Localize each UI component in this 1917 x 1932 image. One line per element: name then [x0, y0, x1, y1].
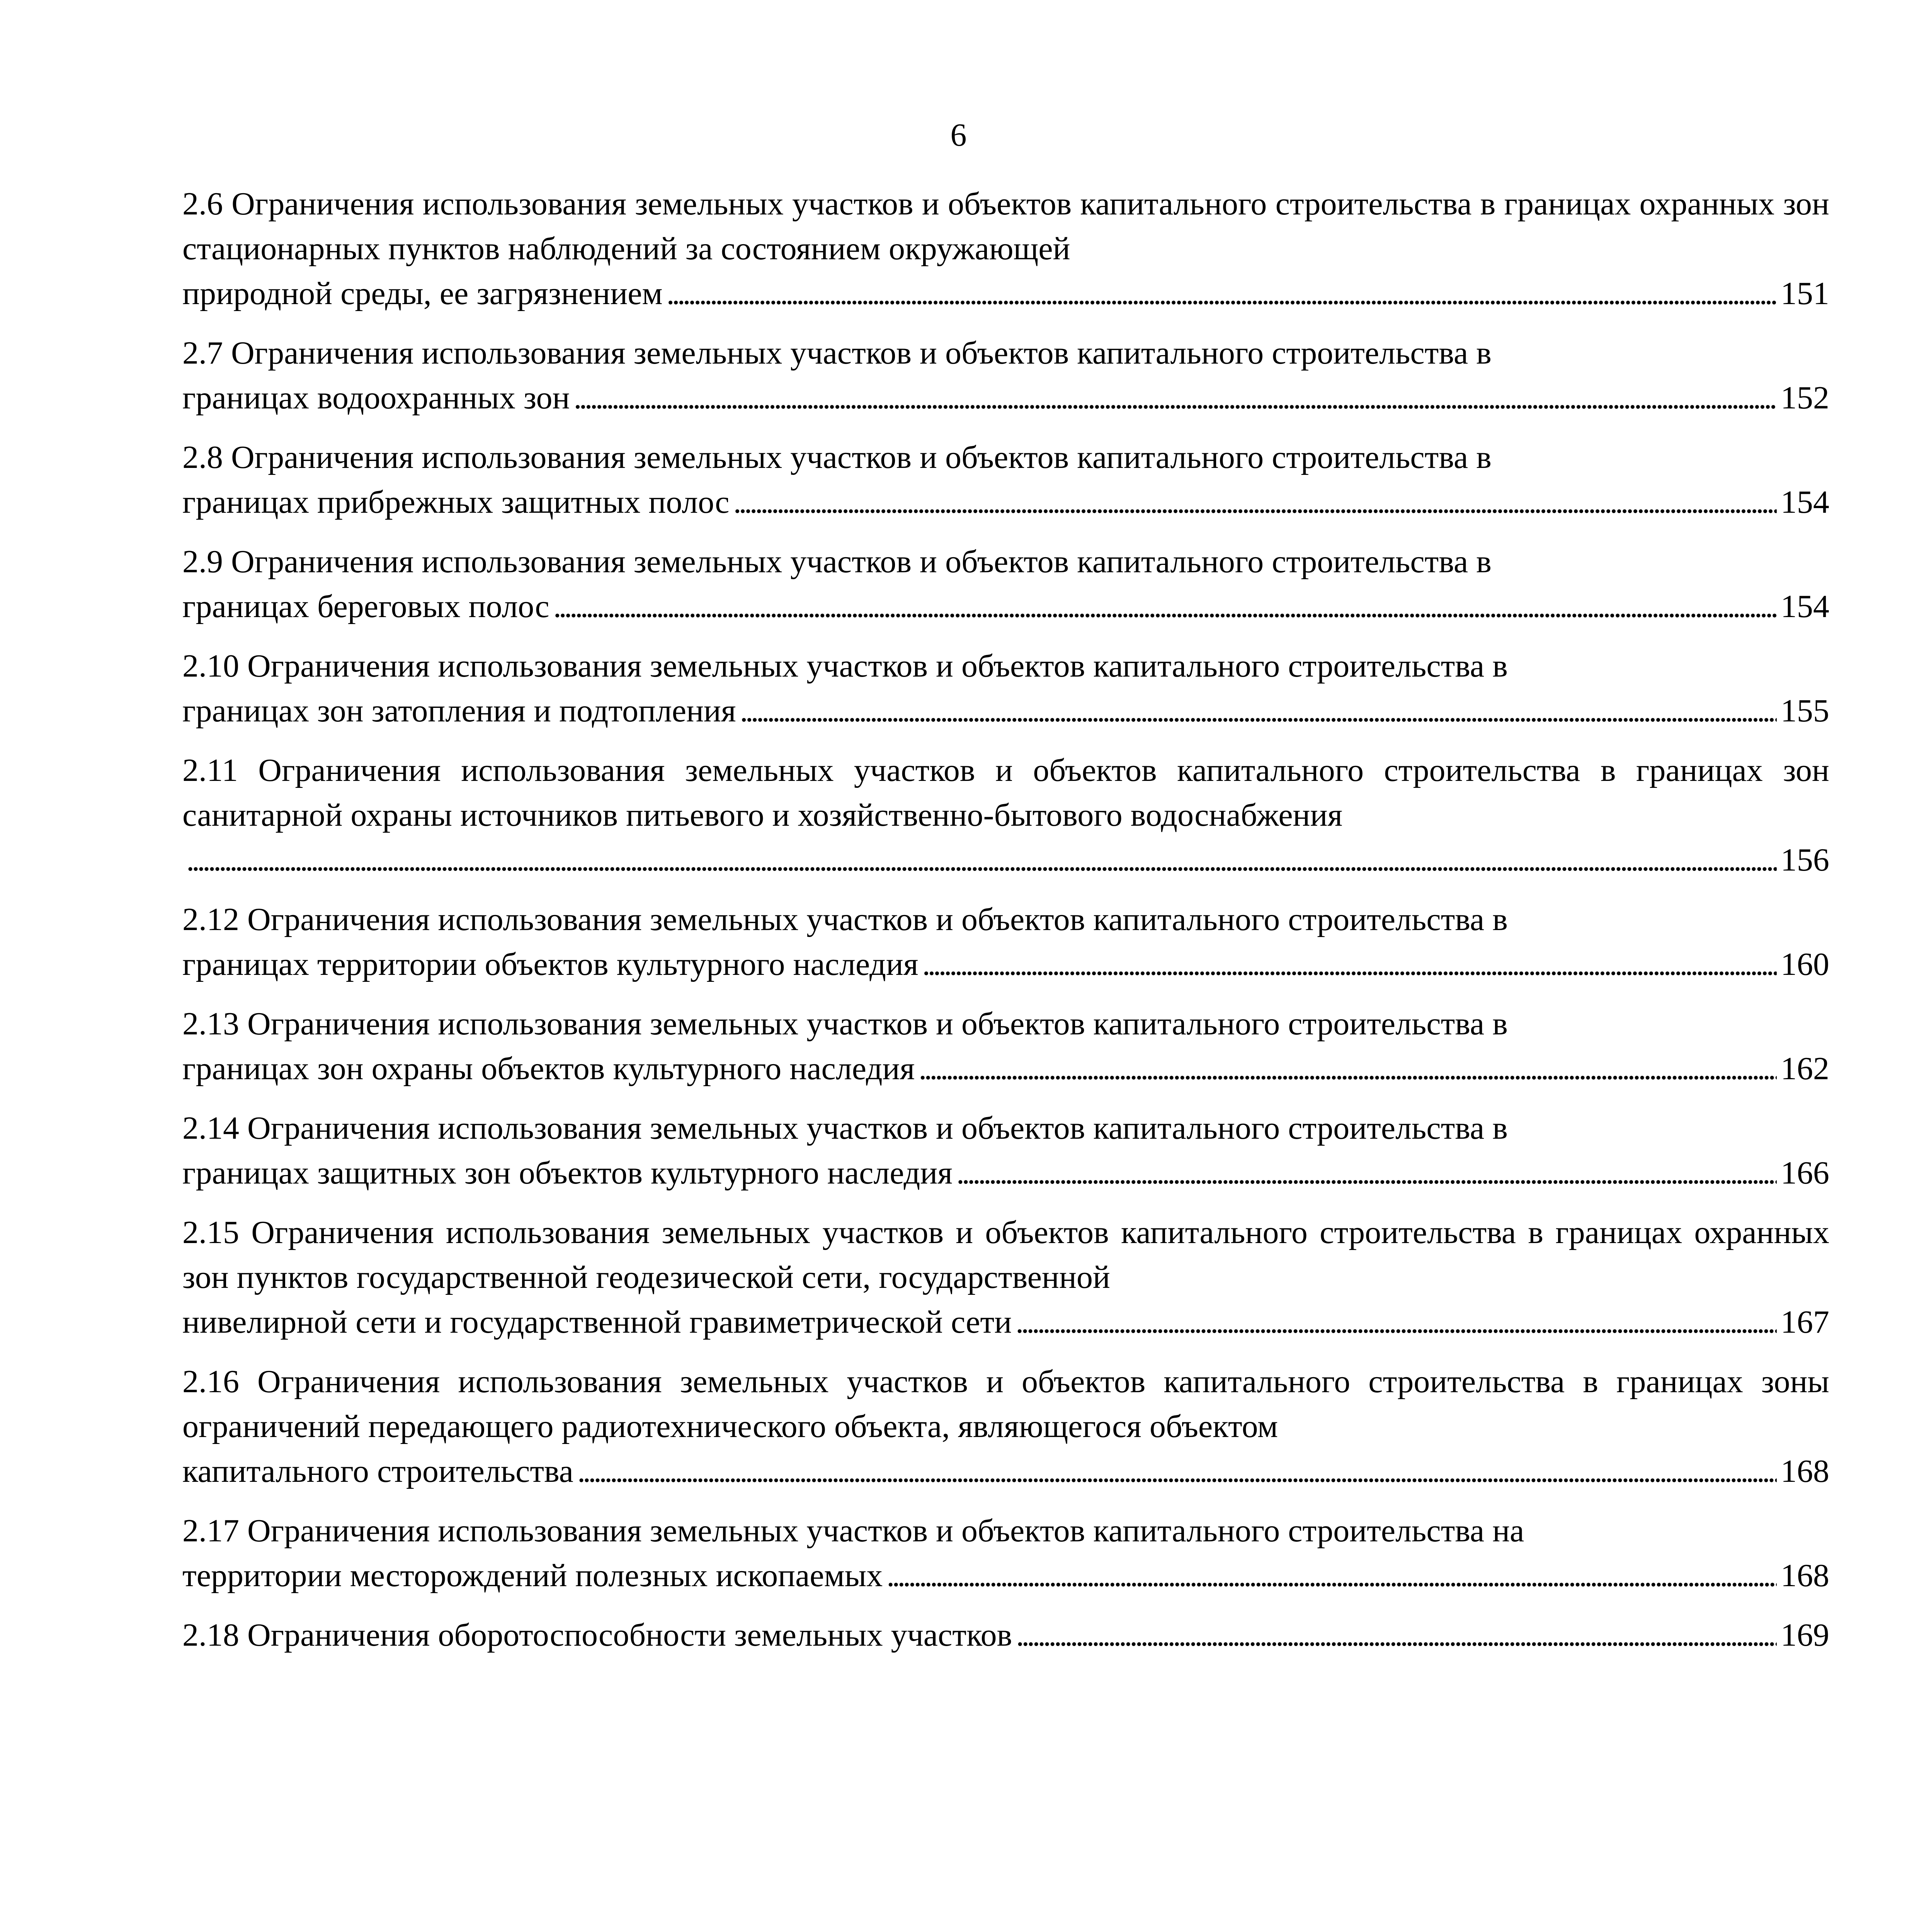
toc-entry-page-number: 168 [1781, 1558, 1829, 1594]
dot-leader [922, 942, 1777, 987]
toc-entry-page-number: 166 [1781, 1155, 1829, 1191]
toc-entry-title: 2.16 Ограничения использования земельных участков и объектов капитального строительства в границах зоны ограничений передающего радиотехнического объекта, являющегося объектом [182, 1364, 1829, 1444]
toc-entry[interactable] [182, 644, 1829, 733]
toc-entry-title: 2.11 Ограничения использования земельных участков и объектов капитального строительства в границах зон санитарной охраны источников питьевого и хозяйственно-бытового водоснабжения [182, 752, 1829, 833]
toc-entry-title-end: природной среды, ее загрязнением [182, 276, 663, 311]
toc-entry-page-number: 160 [1781, 946, 1829, 982]
dot-leader [186, 838, 1777, 883]
toc-entry-title-end: границах зон затопления и подтопления [182, 693, 736, 729]
toc-entry[interactable] [182, 182, 1829, 316]
toc-entry[interactable] [182, 1359, 1829, 1494]
toc-entry[interactable] [182, 435, 1829, 525]
toc-entry-leader-line [182, 271, 1829, 316]
toc-entry-page-number: 154 [1781, 588, 1829, 624]
dot-leader [886, 1553, 1777, 1598]
toc-entry-title-end: территории месторождений полезных ископаемых [182, 1558, 883, 1594]
dot-leader [740, 689, 1777, 733]
toc-entry-title: 2.17 Ограничения использования земельных участков и объектов капитального строительства на [182, 1513, 1524, 1549]
toc-entry-title-end: границах береговых полос [182, 588, 549, 624]
toc-entry[interactable] [182, 539, 1829, 629]
toc-entry-title-end: границах территории объектов культурного наследия [182, 946, 919, 982]
dot-leader [1015, 1300, 1777, 1345]
dot-leader [733, 480, 1777, 525]
toc-entry[interactable] [182, 1002, 1829, 1091]
toc-entry-title: 2.9 Ограничения использования земельных участков и объектов капитального строительства в [182, 544, 1492, 580]
toc-entry-leader-line [182, 1449, 1829, 1494]
toc-entry-title: 2.14 Ограничения использования земельных участков и объектов капитального строительства в [182, 1110, 1508, 1146]
dot-leader [577, 1449, 1777, 1494]
toc-entry[interactable] [182, 1509, 1829, 1598]
toc-entry[interactable] [182, 1106, 1829, 1196]
toc-entry-title: 2.13 Ограничения использования земельных участков и объектов капитального строительства в [182, 1006, 1508, 1042]
toc-entry-title: 2.8 Ограничения использования земельных участков и объектов капитального строительства в [182, 439, 1492, 475]
toc-entry-title: 2.7 Ограничения использования земельных участков и объектов капитального строительства в [182, 335, 1492, 371]
toc-entry-title-end: 2.18 Ограничения оборотоспособности земельных участков [182, 1617, 1012, 1653]
toc-entry-page-number: 152 [1781, 380, 1829, 416]
toc-entry-title-end: капитального строительства [182, 1453, 573, 1489]
toc-entry-title-end: границах водоохранных зон [182, 380, 570, 416]
toc-entry-page-number: 168 [1781, 1453, 1829, 1489]
toc-entry-leader-line [182, 1553, 1829, 1598]
toc-entry-title-end: границах защитных зон объектов культурного наследия [182, 1155, 953, 1191]
dot-leader [919, 1046, 1777, 1091]
toc-entry-page-number: 155 [1781, 693, 1829, 729]
toc-entry-page-number: 162 [1781, 1051, 1829, 1087]
toc-entry-title: 2.10 Ограничения использования земельных участков и объектов капитального строительства в [182, 648, 1508, 684]
toc-entry-title: 2.12 Ограничения использования земельных участков и объектов капитального строительства в [182, 901, 1508, 937]
dot-leader [1016, 1613, 1777, 1658]
toc-entry[interactable] [182, 1210, 1829, 1345]
toc-entry[interactable] [182, 748, 1829, 883]
toc-entry-leader-line [182, 942, 1829, 987]
toc-entry-leader-line [182, 1046, 1829, 1091]
dot-leader [553, 584, 1777, 629]
toc-entry-page-number: 156 [1781, 842, 1829, 878]
toc-entry-page-number: 151 [1781, 276, 1829, 311]
toc-entry-leader-line [182, 1300, 1829, 1345]
toc-entry-leader-line [182, 376, 1829, 420]
toc-entry-leader-line [182, 1613, 1829, 1658]
toc-entry-leader-line [182, 480, 1829, 525]
dot-leader [573, 376, 1777, 420]
toc-entry[interactable] [182, 331, 1829, 420]
toc-entry-title-end: нивелирной сети и государственной гравиметрической сети [182, 1304, 1012, 1340]
toc-entry[interactable] [182, 897, 1829, 987]
dot-leader [667, 271, 1777, 316]
toc-entry-page-number: 154 [1781, 484, 1829, 520]
page-number: 6 [950, 117, 967, 153]
toc-entry-page-number: 167 [1781, 1304, 1829, 1340]
table-of-contents [182, 182, 1829, 1672]
toc-entry-title: 2.6 Ограничения использования земельных участков и объектов капитального строительства в границах охранных зон стационарных пунктов наблюдений за состоянием окружающей [182, 186, 1829, 267]
toc-entry-title-end: границах зон охраны объектов культурного наследия [182, 1051, 915, 1087]
toc-entry-leader-line [182, 1151, 1829, 1196]
toc-entry-leader-line [182, 584, 1829, 629]
toc-entry-title-end: границах прибрежных защитных полос [182, 484, 730, 520]
toc-entry-title: 2.15 Ограничения использования земельных участков и объектов капитального строительства в границах охранных зон пунктов государственной геодезической сети, государственной [182, 1214, 1829, 1295]
toc-entry-page-number: 169 [1781, 1617, 1829, 1653]
dot-leader [956, 1151, 1777, 1196]
toc-entry[interactable] [182, 1613, 1829, 1658]
toc-entry-leader-line [182, 838, 1829, 883]
toc-entry-leader-line [182, 689, 1829, 733]
